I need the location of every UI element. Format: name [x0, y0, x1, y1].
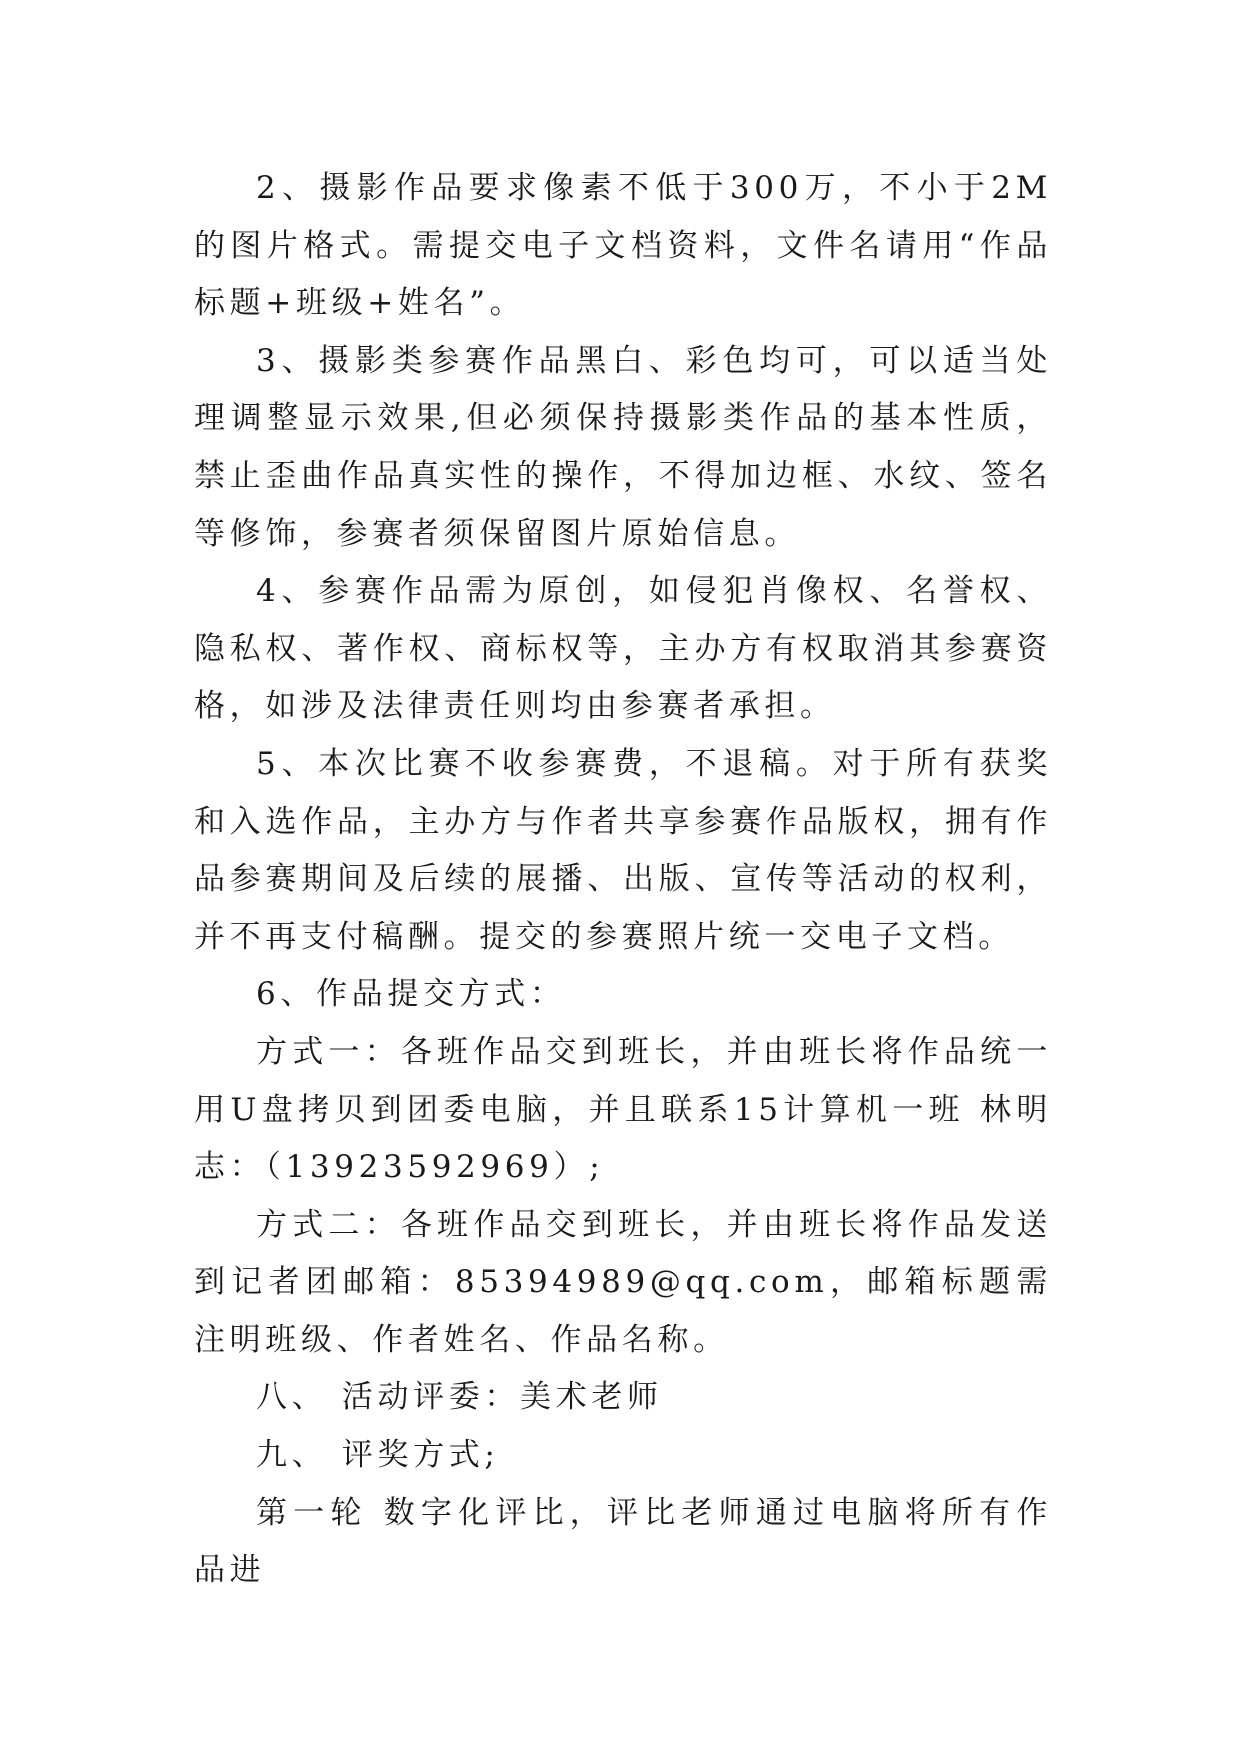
paragraph-judges: 八、 活动评委：美术老师 — [256, 1379, 663, 1416]
paragraph-submission-method-2: 方式二：各班作品交到班长，并由班长将作品发送到记者团邮箱：85394989@qq.com，邮箱标题需注明班级、作者姓名、作品名称。 — [194, 1206, 1052, 1358]
paragraph-photo-editing-rules: 3、摄影类参赛作品黑白、彩色均可，可以适当处理调整显示效果,但必须保持摄影类作品的基本性质，禁止歪曲作品真实性的操作，不得加边框、水纹、签名等修饰，参赛者须保留图片原始信息。 — [194, 342, 1052, 552]
paragraph-submission-method-1: 方式一：各班作品交到班长，并由班长将作品统一用U盘拷贝到团委电脑，并且联系15计算机一班 林明志：（13923592969）; — [194, 1033, 1052, 1186]
paragraph-fees-copyright: 5、本次比赛不收参赛费，不退稿。对于所有获奖和入选作品，主办方与作者共享参赛作品版权，拥有作品参赛期间及后续的展播、出版、宣传等活动的权利，并不再支付稿酬。提交的参赛照片统一交电子文档。 — [194, 745, 1052, 955]
paragraph-judging-method: 九、 评奖方式; — [256, 1437, 500, 1474]
document-page — [194, 160, 1052, 1600]
paragraph-round-one: 第一轮 数字化评比，评比老师通过电脑将所有作品进 — [194, 1494, 1052, 1589]
paragraph-photo-requirements: 2、摄影作品要求像素不低于300万，不小于2M的图片格式。需提交电子文档资料，文件名请用“作品标题+班级+姓名”。 — [194, 170, 1052, 322]
paragraph-submission-heading: 6、作品提交方式： — [256, 976, 566, 1013]
paragraph-originality: 4、参赛作品需为原创，如侵犯肖像权、名誉权、隐私权、著作权、商标权等，主办方有权取消其参赛资格，如涉及法律责任则均由参赛者承担。 — [194, 573, 1052, 725]
